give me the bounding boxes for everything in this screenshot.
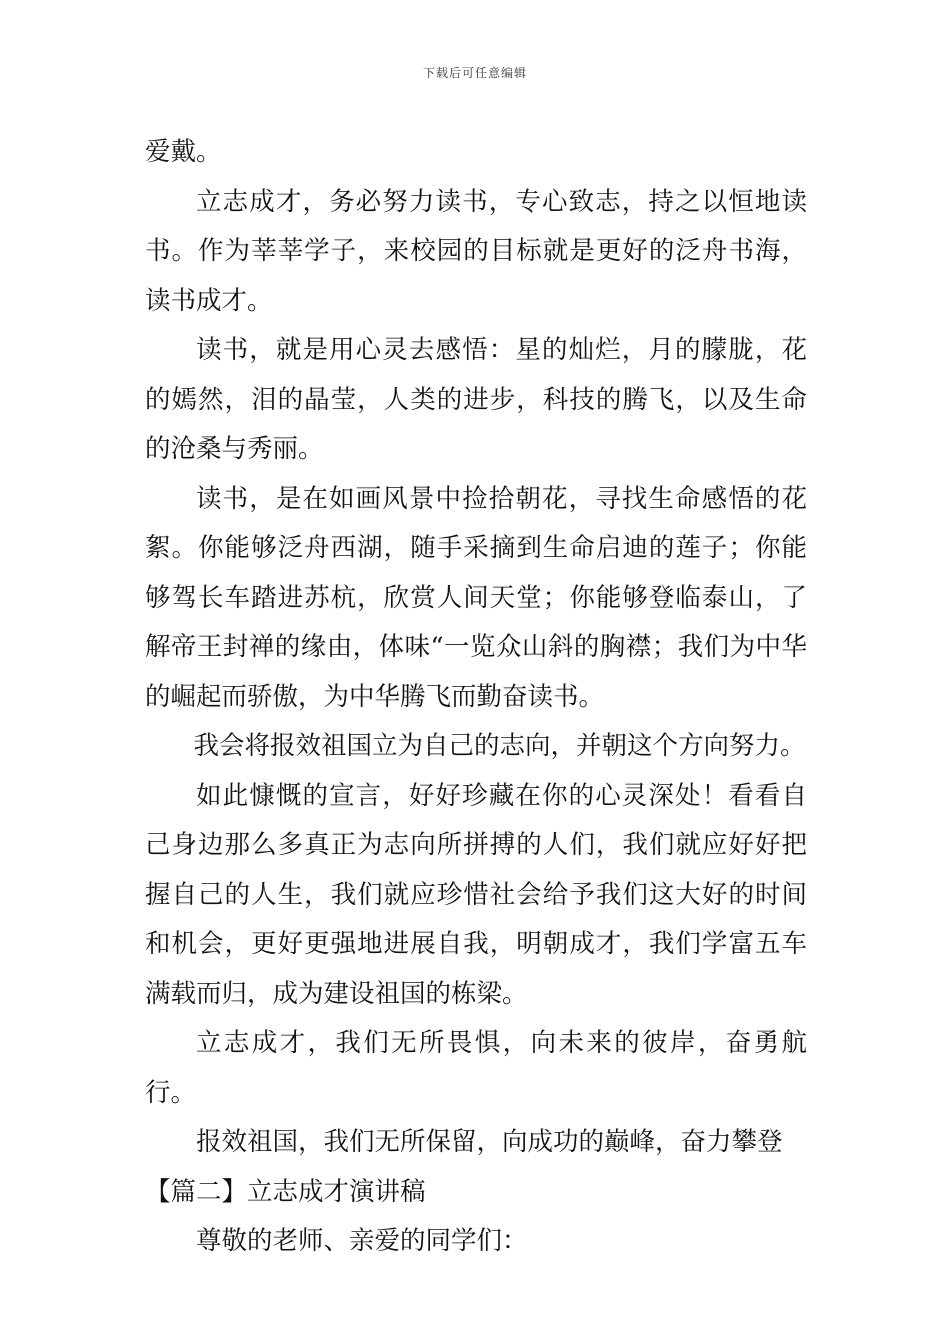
document-body — [145, 128, 807, 1267]
page-header: 下载后可任意编辑 — [422, 66, 527, 80]
paragraph: 立志成才，我们无所畏惧，向未来的彼岸，奋勇航行。 — [145, 1028, 807, 1108]
paragraph: 读书，就是用心灵去感悟：星的灿烂，月的朦胧，花的嫣然，泪的晶莹，人类的进步，科技的腾飞，以及生命的沧桑与秀丽。 — [145, 335, 807, 464]
paragraph: 尊敬的老师、亲爱的同学们： — [196, 1226, 528, 1256]
paragraph: 我会将报效祖国立为自己的志向，并朝这个方向努力。 — [193, 731, 806, 761]
paragraph: 如此慷慨的宣言，好好珍藏在你的心灵深处！看看自己身边那么多真正为志向所拼搏的人们，我们就应好好把握自己的人生，我们就应珍惜社会给予我们这大好的时间和机会，更好更强地进展自我，明朝成才，我们学富五车满载而归，成为建设祖国的栋梁。 — [145, 780, 807, 1009]
paragraph: 读书，是在如画风景中捡拾朝花，寻找生命感悟的花絮。你能够泛舟西湖，随手采摘到生命启迪的莲子；你能够驾长车踏进苏杭，欣赏人间天堂；你能够登临泰山，了解帝王封禅的缘由，体味“一览众山斜的胸襟；我们为中华的崛起而骄傲，为中华腾飞而勤奋读书。 — [145, 483, 807, 712]
paragraph: 报效祖国，我们无所保留，向成功的巅峰，奋力攀登 — [196, 1127, 783, 1157]
section-heading: 【篇二】立志成才演讲稿 — [145, 1176, 426, 1207]
paragraph: 立志成才，务必努力读书，专心致志，持之以恒地读书。作为莘莘学子，来校园的目标就是更好的泛舟书海，读书成才。 — [145, 186, 807, 316]
paragraph: 爱戴。 — [145, 137, 222, 167]
